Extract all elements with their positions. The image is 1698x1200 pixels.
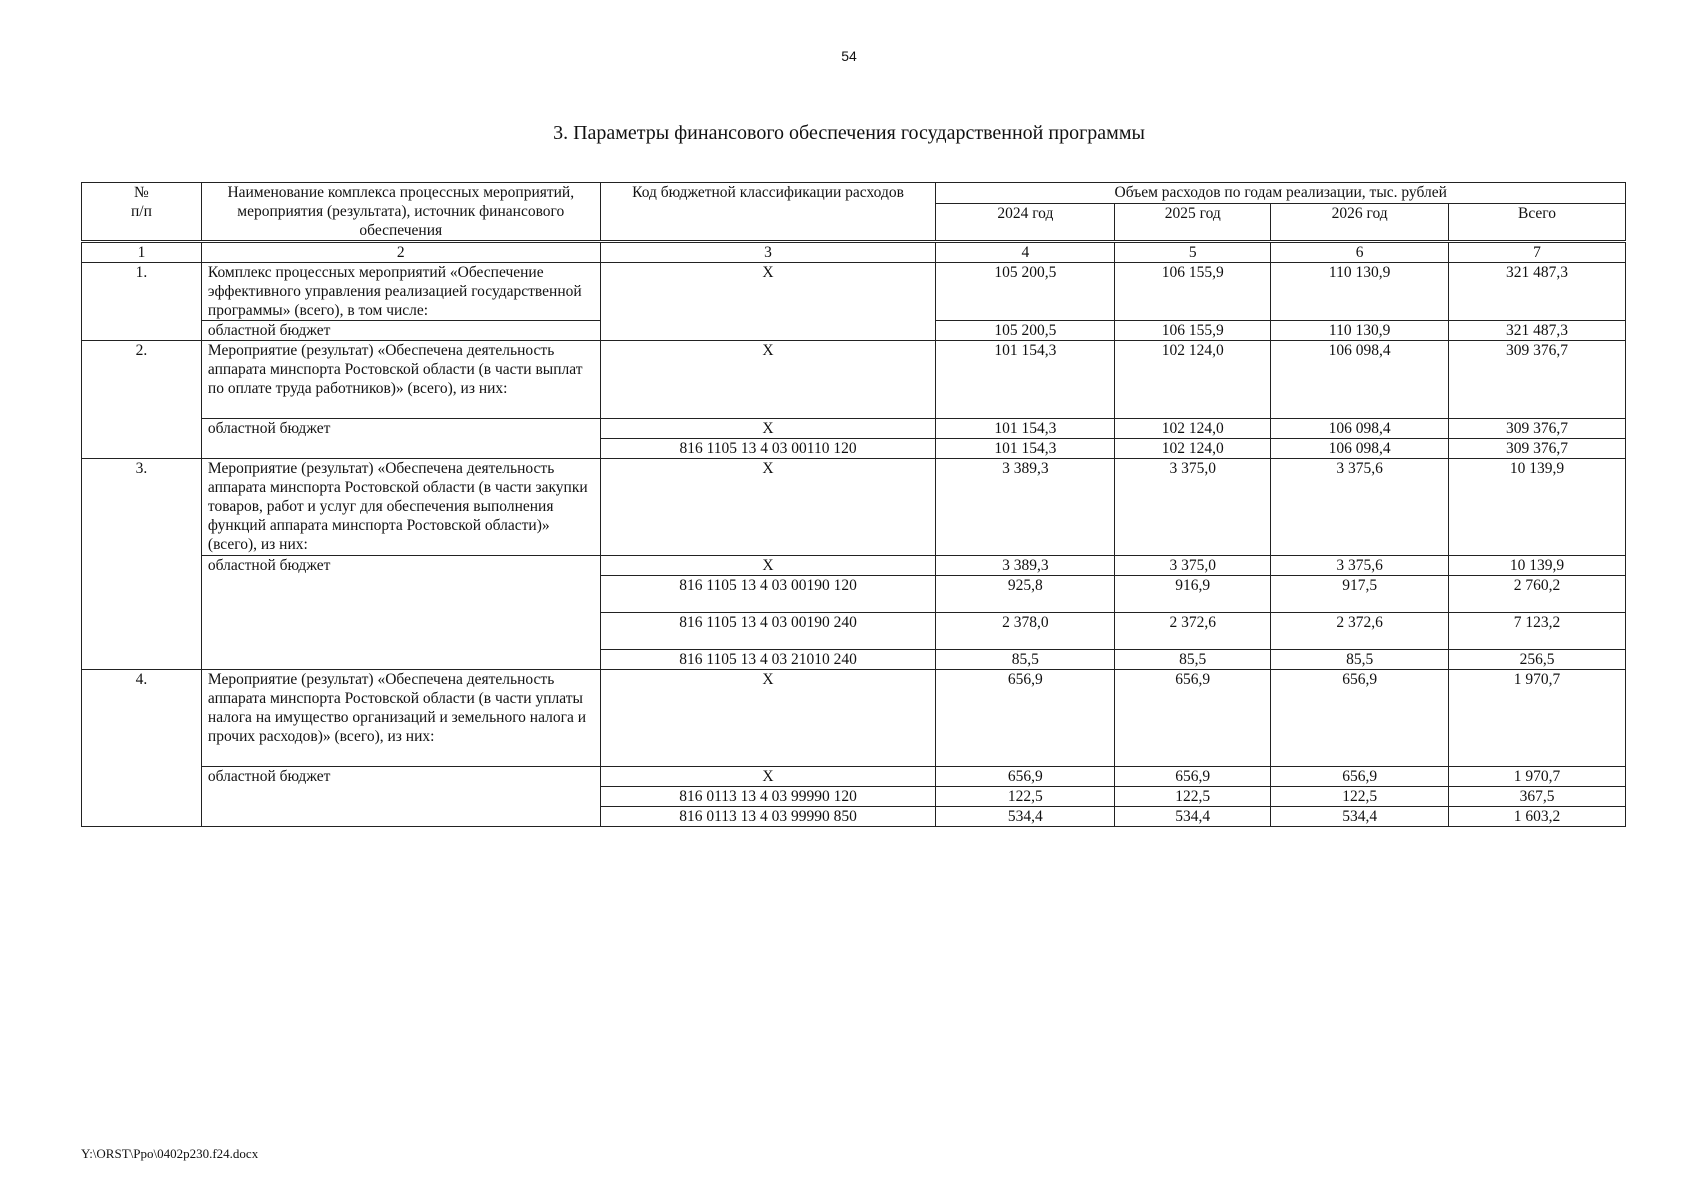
row-name: Мероприятие (результат) «Обеспечена деятельность аппарата минспорта Ростовской области (в части закупки товаров, работ и услуг для обеспечения выполнения функций аппарата минспорта Ростовской области)» (всего), из них: (201, 459, 600, 556)
row-source: областной бюджет (201, 556, 600, 670)
value-2026: 106 098,4 (1271, 439, 1449, 459)
value-total: 309 376,7 (1449, 341, 1626, 419)
value-2025: 85,5 (1115, 650, 1271, 670)
col-number: 7 (1449, 242, 1626, 263)
value-2026: 917,5 (1271, 576, 1449, 613)
table-row (82, 670, 1626, 767)
value-2025: 656,9 (1115, 670, 1271, 767)
value-2025: 102 124,0 (1115, 419, 1271, 439)
col-number: 4 (936, 242, 1115, 263)
value-total: 309 376,7 (1449, 439, 1626, 459)
col-number: 5 (1115, 242, 1271, 263)
value-2025: 3 375,0 (1115, 556, 1271, 576)
value-2026: 106 098,4 (1271, 341, 1449, 419)
row-number: 3. (82, 459, 202, 670)
value-2026: 110 130,9 (1271, 263, 1449, 321)
value-total: 10 139,9 (1449, 556, 1626, 576)
value-2025: 3 375,0 (1115, 459, 1271, 556)
value-2024: 101 154,3 (936, 439, 1115, 459)
row-source: областной бюджет (201, 321, 600, 341)
table-row (82, 459, 1626, 556)
row-number: 4. (82, 670, 202, 827)
row-source: областной бюджет (201, 419, 600, 459)
col-number: 1 (82, 242, 202, 263)
value-2024: 3 389,3 (936, 459, 1115, 556)
row-code: 816 1105 13 4 03 21010 240 (600, 650, 936, 670)
footer-file-path: Y:\ORST\Ppo\0402p230.f24.docx (81, 1146, 259, 1161)
value-2024: 656,9 (936, 767, 1115, 787)
value-total: 1 970,7 (1449, 767, 1626, 787)
value-2025: 2 372,6 (1115, 613, 1271, 650)
col-number: 3 (600, 242, 936, 263)
table-header-row (82, 183, 1626, 204)
value-2024: 925,8 (936, 576, 1115, 613)
value-2026: 122,5 (1271, 787, 1449, 807)
header-2026: 2026 год (1271, 204, 1449, 242)
value-2026: 3 375,6 (1271, 459, 1449, 556)
value-2025: 916,9 (1115, 576, 1271, 613)
value-2026: 534,4 (1271, 807, 1449, 827)
table-row (82, 767, 1626, 787)
value-2025: 106 155,9 (1115, 263, 1271, 321)
value-total: 256,5 (1449, 650, 1626, 670)
header-num: № п/п (82, 183, 202, 242)
row-number: 2. (82, 341, 202, 459)
value-2025: 102 124,0 (1115, 341, 1271, 419)
header-2024: 2024 год (936, 204, 1115, 242)
row-code: 816 1105 13 4 03 00110 120 (600, 439, 936, 459)
value-2025: 534,4 (1115, 807, 1271, 827)
table-row (82, 419, 1626, 439)
page-number: 54 (841, 48, 857, 64)
value-2026: 110 130,9 (1271, 321, 1449, 341)
value-2024: 2 378,0 (936, 613, 1115, 650)
row-source: областной бюджет (201, 767, 600, 827)
value-total: 367,5 (1449, 787, 1626, 807)
value-total: 321 487,3 (1449, 263, 1626, 321)
value-2025: 122,5 (1115, 787, 1271, 807)
value-2024: 101 154,3 (936, 419, 1115, 439)
row-code: Х (600, 459, 936, 556)
value-2024: 656,9 (936, 670, 1115, 767)
row-code: 816 0113 13 4 03 99990 850 (600, 807, 936, 827)
value-2024: 534,4 (936, 807, 1115, 827)
value-2026: 656,9 (1271, 670, 1449, 767)
col-number: 2 (201, 242, 600, 263)
value-2024: 85,5 (936, 650, 1115, 670)
table-row (82, 341, 1626, 419)
value-2026: 2 372,6 (1271, 613, 1449, 650)
value-2024: 105 200,5 (936, 263, 1115, 321)
table-row (82, 556, 1626, 576)
value-2026: 656,9 (1271, 767, 1449, 787)
value-2024: 101 154,3 (936, 341, 1115, 419)
value-total: 10 139,9 (1449, 459, 1626, 556)
value-total: 7 123,2 (1449, 613, 1626, 650)
value-2024: 3 389,3 (936, 556, 1115, 576)
row-name: Комплекс процессных мероприятий «Обеспечение эффективного управления реализацией государственной программы» (всего), в том числе: (201, 263, 600, 321)
financial-parameters-table (81, 182, 1626, 827)
row-code: Х (600, 670, 936, 767)
col-number: 6 (1271, 242, 1449, 263)
value-2025: 102 124,0 (1115, 439, 1271, 459)
column-numbers-row (82, 242, 1626, 263)
row-code: Х (600, 263, 936, 341)
header-2025: 2025 год (1115, 204, 1271, 242)
value-2026: 85,5 (1271, 650, 1449, 670)
value-total: 321 487,3 (1449, 321, 1626, 341)
value-2024: 105 200,5 (936, 321, 1115, 341)
section-title: 3. Параметры финансового обеспечения государственной программы (553, 122, 1145, 144)
value-2026: 3 375,6 (1271, 556, 1449, 576)
row-code: Х (600, 341, 936, 419)
header-total: Всего (1449, 204, 1626, 242)
row-code: 816 1105 13 4 03 00190 120 (600, 576, 936, 613)
value-total: 2 760,2 (1449, 576, 1626, 613)
value-2025: 656,9 (1115, 767, 1271, 787)
row-number: 1. (82, 263, 202, 341)
value-total: 309 376,7 (1449, 419, 1626, 439)
value-2024: 122,5 (936, 787, 1115, 807)
value-2025: 106 155,9 (1115, 321, 1271, 341)
row-code: Х (600, 767, 936, 787)
header-volume: Объем расходов по годам реализации, тыс. рублей (936, 183, 1626, 204)
row-code: 816 1105 13 4 03 00190 240 (600, 613, 936, 650)
row-code: Х (600, 556, 936, 576)
row-code: Х (600, 419, 936, 439)
row-name: Мероприятие (результат) «Обеспечена деятельность аппарата минспорта Ростовской области (в части уплаты налога на имущество организаций и земельного налога и прочих расходов)» (всего), из них: (201, 670, 600, 767)
header-name: Наименование комплекса процессных мероприятий, мероприятия (результата), источник финансового обеспечения (201, 183, 600, 242)
value-total: 1 603,2 (1449, 807, 1626, 827)
header-code: Код бюджетной классификации расходов (600, 183, 936, 242)
value-total: 1 970,7 (1449, 670, 1626, 767)
row-name: Мероприятие (результат) «Обеспечена деятельность аппарата минспорта Ростовской области (в части выплат по оплате труда работников)» (всего), из них: (201, 341, 600, 419)
table-row (82, 263, 1626, 321)
row-code: 816 0113 13 4 03 99990 120 (600, 787, 936, 807)
value-2026: 106 098,4 (1271, 419, 1449, 439)
